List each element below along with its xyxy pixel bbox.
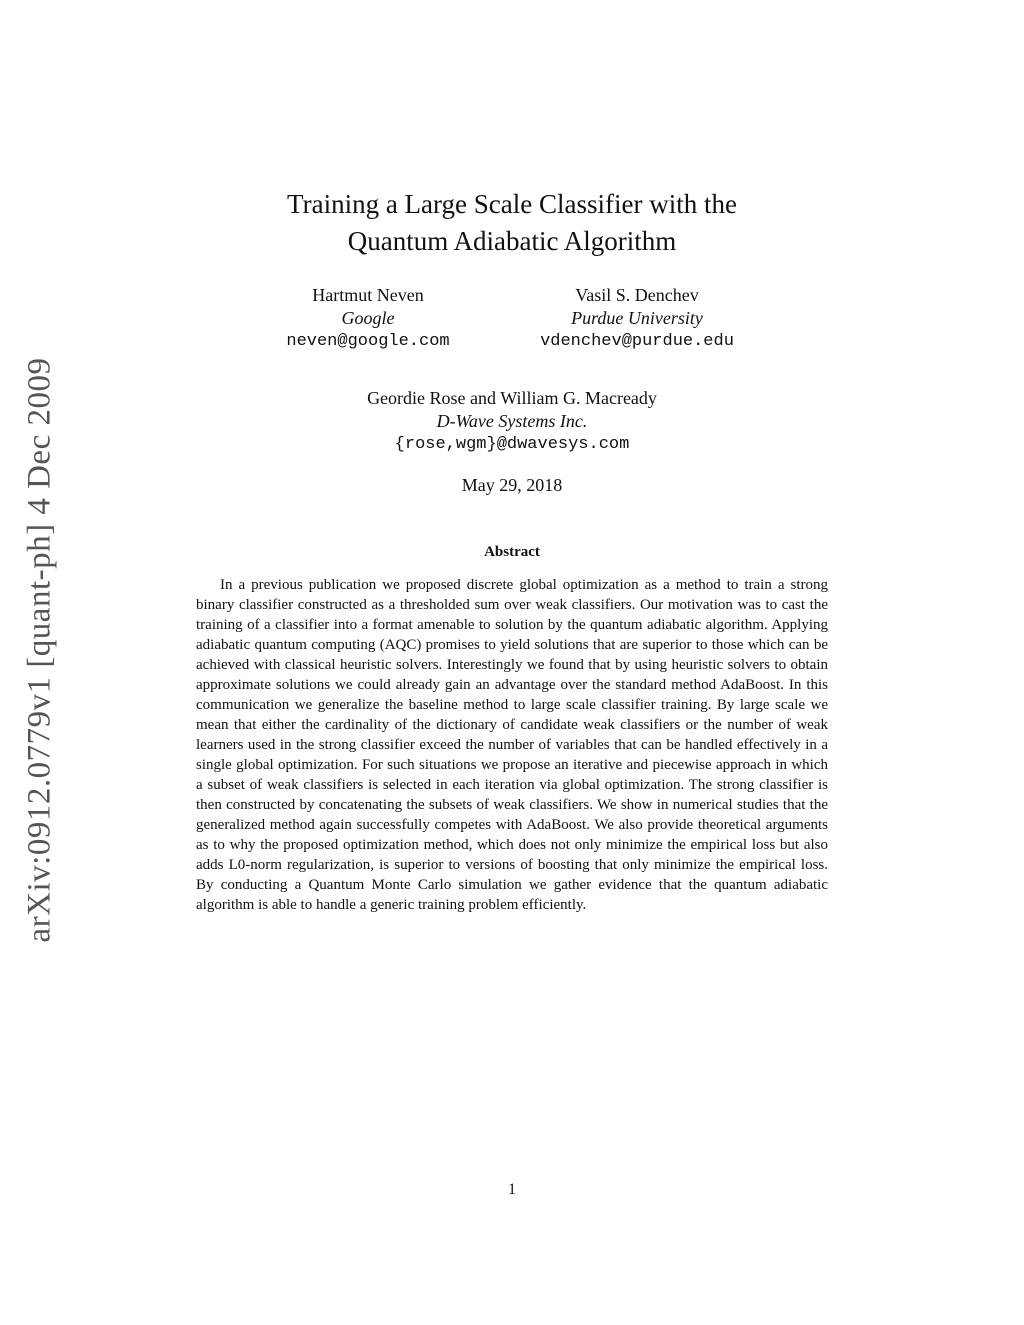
author-name: Geordie Rose and William G. Macready (367, 388, 657, 408)
author-affiliation: D-Wave Systems Inc. (436, 411, 588, 431)
paper-title (0, 186, 1024, 260)
author-affiliation: Google (341, 308, 395, 328)
page-number: 1 (508, 1181, 516, 1198)
arxiv-identifier-stamp: arXiv:0912.0779v1 [quant-ph] 4 Dec 2009 (21, 357, 58, 943)
author-email: neven@google.com (286, 332, 450, 351)
paper-title-line-2: Quantum Adiabatic Algorithm (347, 226, 677, 256)
author-affiliation: Purdue University (571, 308, 703, 328)
author-name: Hartmut Neven (312, 285, 424, 305)
abstract-heading: Abstract (484, 544, 540, 560)
author-email: {rose,wgm}@dwavesys.com (394, 435, 630, 454)
paper-title-line-1: Training a Large Scale Classifier with the (287, 189, 737, 219)
author-block-denchev (477, 284, 797, 353)
abstract-body: In a previous publication we proposed discrete global optimization as a method to train a strong binary classifier constructed as a thresholded sum over weak classifiers. Our motivation was to cast the training of a classifier into a format amenable to solution by the quantum adiabatic algorithm. Applying adiabatic quantum computing (AQC) promises to yield solutions that are superior to those which can be achieved with classical heuristic solvers. Interestingly we found that by using heuristic solvers to obtain approximate solutions we could already gain an advantage over the standard method AdaBoost. In this communication we generalize the baseline method to large scale classifier training. By large scale we mean that either the cardinality of the dictionary of candidate weak classifiers or the number of weak learners used in the strong classifier exceed the number of variables that can be handled effectively in a single global optimization. For such situations we propose an iterative and piecewise approach in which a subset of weak classifiers is selected in each iteration via global optimization. The strong classifier is then constructed by concatenating the subsets of weak classifiers. We show in numerical studies that the generalized method again successfully competes with AdaBoost. We also provide theoretical arguments as to why the proposed optimization method, which does not only minimize the empirical loss but also adds L0-norm regularization, is superior to versions of boosting that only minimize the empirical loss. By conducting a Quantum Monte Carlo simulation we gather evidence that the quantum adiabatic algorithm is able to handle a generic training problem efficiently. (196, 577, 828, 913)
author-email: vdenchev@purdue.edu (540, 332, 734, 351)
author-name: Vasil S. Denchev (575, 285, 699, 305)
publication-date: May 29, 2018 (461, 475, 563, 495)
author-block-rose-macready (252, 387, 772, 456)
